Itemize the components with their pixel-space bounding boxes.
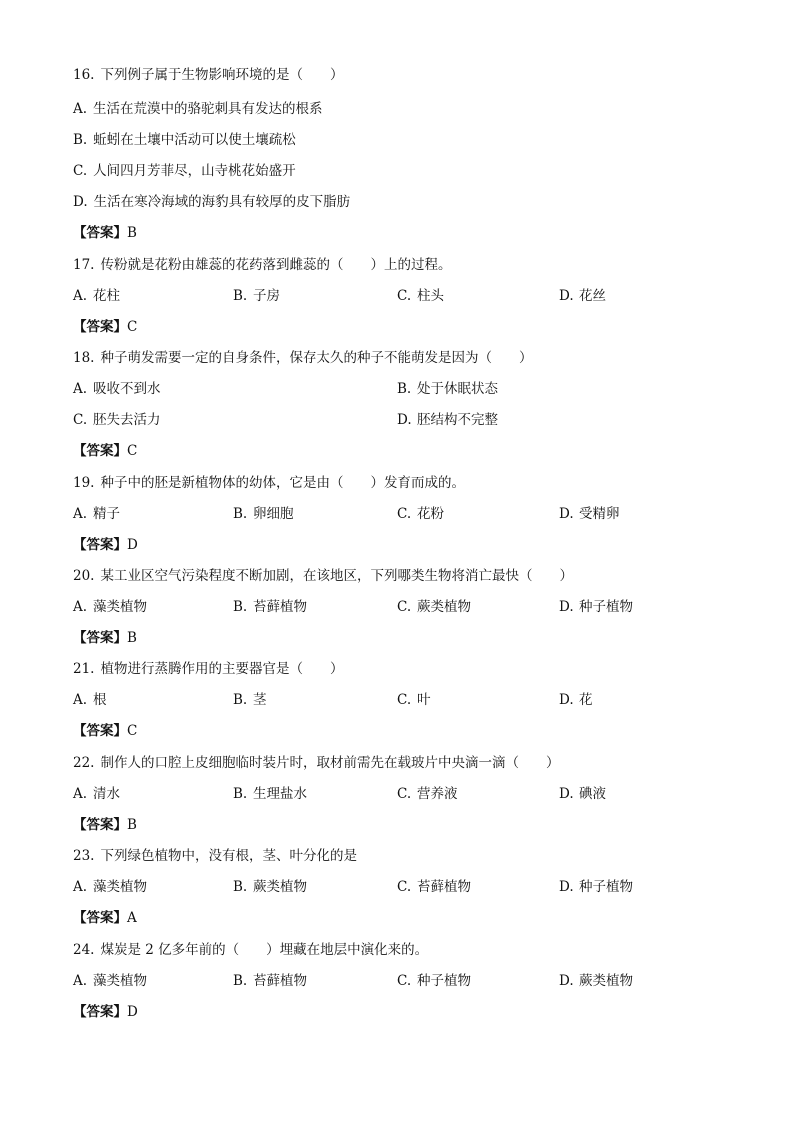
answer-value: B (127, 817, 137, 833)
option-a: A. 花柱 (73, 288, 120, 304)
question-text: 下列例子属于生物影响环境的是（ ） (100, 67, 344, 83)
option-b: B. 苔藓植物 (233, 599, 307, 615)
question-number: 24. (73, 942, 95, 958)
question-21 (73, 660, 343, 678)
question-text: 下列绿色植物中，没有根，茎、叶分化的是 (100, 848, 357, 864)
answer-value: D (127, 537, 138, 553)
option-c: C. 叶 (397, 692, 431, 708)
option-c: C. 胚失去活力 (73, 412, 161, 428)
question-19 (73, 474, 465, 492)
question-23 (73, 847, 357, 865)
question-17 (73, 256, 451, 274)
option-d: D. 种子植物 (559, 599, 633, 615)
answer-tag: 【答案】 (73, 319, 127, 335)
question-text: 种子中的胚是新植物体的幼体，它是由（ ）发育而成的。 (100, 475, 465, 491)
option-b: B. 卵细胞 (233, 506, 294, 522)
question-text: 传粉就是花粉由雄蕊的花药落到雌蕊的（ ）上的过程。 (100, 257, 452, 273)
answer-value: B (127, 630, 137, 646)
answer-value: C (127, 443, 138, 459)
option-a: A. 根 (73, 692, 107, 708)
answer-value: C (127, 723, 138, 739)
answer-tag: 【答案】 (73, 443, 127, 459)
question-text: 植物进行蒸腾作用的主要器官是（ ） (100, 661, 344, 677)
question-16 (73, 66, 343, 84)
question-number: 18. (73, 350, 95, 366)
answer-tag: 【答案】 (73, 1004, 127, 1020)
answer-line (73, 629, 137, 647)
option-d: D. 花 (559, 692, 593, 708)
option-d: D. 生活在寒冷海域的海豹具有较厚的皮下脂肪 (73, 194, 351, 210)
answer-line (73, 318, 137, 336)
answer-line (73, 224, 137, 242)
answer-line (73, 442, 137, 460)
option-c: C. 苔藓植物 (397, 879, 471, 895)
option-c: C. 柱头 (397, 288, 444, 304)
question-number: 20. (73, 568, 95, 584)
option-b: B. 处于休眠状态 (397, 381, 498, 397)
option-b: B. 蕨类植物 (233, 879, 307, 895)
question-number: 22. (73, 755, 95, 771)
answer-line (73, 722, 137, 740)
option-a: A. 藻类植物 (73, 973, 147, 989)
question-text: 煤炭是 2 亿多年前的（ ）埋藏在地层中演化来的。 (100, 942, 429, 958)
option-d: D. 碘液 (559, 786, 606, 802)
answer-tag: 【答案】 (73, 630, 127, 646)
option-d: D. 胚结构不完整 (397, 412, 498, 428)
option-c: C. 种子植物 (397, 973, 471, 989)
question-number: 16. (73, 67, 95, 83)
option-d: D. 种子植物 (559, 879, 633, 895)
answer-tag: 【答案】 (73, 537, 127, 553)
option-b: B. 蚯蚓在土壤中活动可以使土壤疏松 (73, 132, 296, 148)
answer-line (73, 1003, 138, 1021)
question-18 (73, 349, 532, 367)
answer-line (73, 536, 138, 554)
answer-value: B (127, 225, 137, 241)
answer-line (73, 816, 137, 834)
option-b: B. 苔藓植物 (233, 973, 307, 989)
question-20 (73, 567, 573, 585)
answer-value: D (127, 1004, 138, 1020)
answer-tag: 【答案】 (73, 817, 127, 833)
option-a: A. 生活在荒漠中的骆驼刺具有发达的根系 (73, 101, 323, 117)
option-d: D. 受精卵 (559, 506, 620, 522)
question-text: 种子萌发需要一定的自身条件，保存太久的种子不能萌发是因为（ ） (100, 350, 533, 366)
question-22 (73, 754, 559, 772)
question-text: 某工业区空气污染程度不断加剧，在该地区，下列哪类生物将消亡最快（ ） (100, 568, 573, 584)
option-c: C. 营养液 (397, 786, 458, 802)
option-d: D. 花丝 (559, 288, 606, 304)
option-d: D. 蕨类植物 (559, 973, 633, 989)
question-24 (73, 941, 428, 959)
option-a: A. 藻类植物 (73, 879, 147, 895)
option-b: B. 茎 (233, 692, 267, 708)
option-c: C. 蕨类植物 (397, 599, 471, 615)
option-c: C. 花粉 (397, 506, 444, 522)
option-a: A. 清水 (73, 786, 120, 802)
option-a: A. 藻类植物 (73, 599, 147, 615)
answer-tag: 【答案】 (73, 225, 127, 241)
answer-line (73, 909, 137, 927)
option-a: A. 精子 (73, 506, 120, 522)
question-number: 21. (73, 661, 95, 677)
question-number: 19. (73, 475, 95, 491)
option-b: B. 子房 (233, 288, 280, 304)
answer-tag: 【答案】 (73, 723, 127, 739)
option-b: B. 生理盐水 (233, 786, 307, 802)
answer-tag: 【答案】 (73, 910, 127, 926)
answer-value: A (127, 910, 137, 926)
answer-value: C (127, 319, 138, 335)
question-number: 23. (73, 848, 95, 864)
option-c: C. 人间四月芳菲尽，山寺桃花始盛开 (73, 163, 296, 179)
question-text: 制作人的口腔上皮细胞临时装片时，取材前需先在载玻片中央滴一滴（ ） (100, 755, 560, 771)
question-number: 17. (73, 257, 95, 273)
option-a: A. 吸收不到水 (73, 381, 161, 397)
